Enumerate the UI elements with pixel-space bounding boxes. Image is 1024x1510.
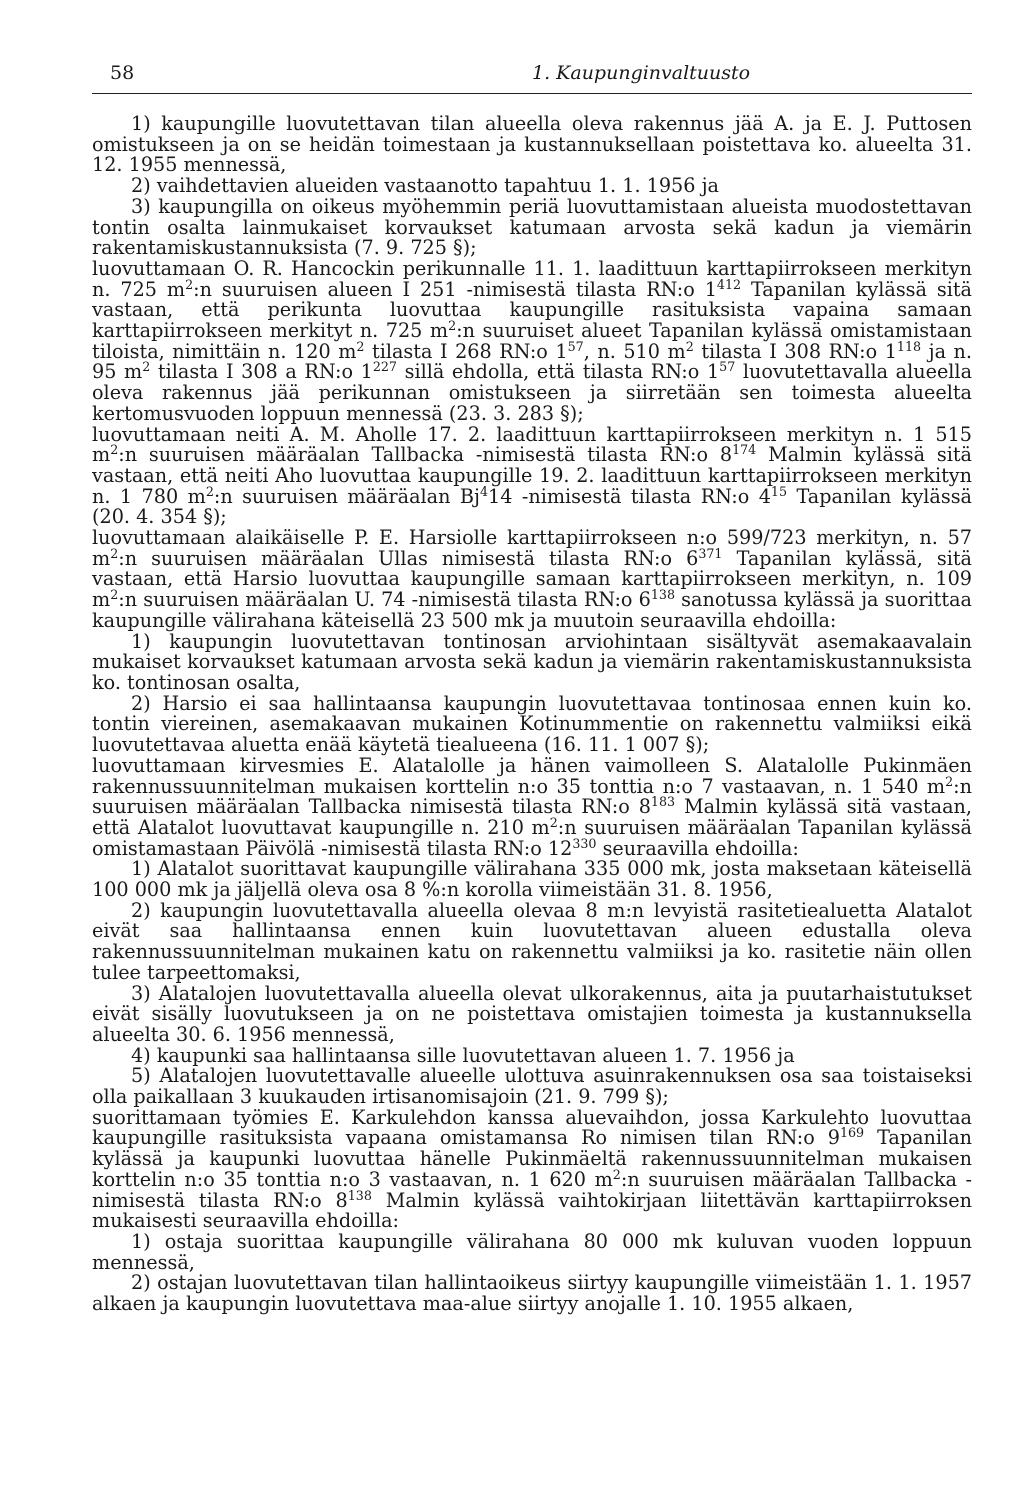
paragraph: 1) ostaja suorittaa kaupungille välirahana 80 000 mk kuluvan vuoden loppuun mennessä, xyxy=(92,1229,972,1274)
paragraph: luovuttamaan O. R. Hancockin perikunnalle 11. 1. laadittuun karttapiirrokseen merkityn n. 725 $m^2:n$ suuruisen alueen I 251 -nimisestä tilasta RN:o $1^{412}$ Tapanilan kylässä sitä vastaan, että perikunta luovuttaa kaupungille rasituksista vapaina samaan karttapiirrokseen merkityt n. 725 $m^2:n$ suuruiset alueet Tapanilan kylässä omistamistaan tiloista, nimittäin n. 120 $m^2$ tilasta I 268 RN:o $1^{57}$, n. 510 $m^2$ tilasta I 308 RN:o $1^{118}$ ja n. 95 $m^2$ tilasta I 308 a RN:o $1^{227}$ sillä ehdolla, että tilasta RN:o $1^{57}$ luovutettavalla alueella oleva rakennus jää perikunnan omistukseen ja siirretään sen toimesta alueelta kertomusvuoden loppuun mennessä (23. 3. 283 §); xyxy=(92,256,973,425)
superscript: 2 xyxy=(549,814,558,830)
paragraph: 1) kaupungille luovutettavan tilan alueella oleva rakennus jää A. ja E. J. Puttosen omistukseen ja on se heidän toimestaan ja kustannuksellaan poistettava ko. alueelta 31. 12. 1955 mennessä, xyxy=(92,112,972,177)
paragraph: 2) ostajan luovutettavan tilan hallintaoikeus siirtyy kaupungille viimeistään 1. 1. 1957 alkaen ja kaupungin luovutettava maa-alue siirtyy anojalle 1. 10. 1955 alkaen, xyxy=(92,1271,972,1316)
superscript: 57 xyxy=(567,338,584,354)
superscript: 2 xyxy=(185,276,194,292)
superscript: 2 xyxy=(685,338,694,354)
superscript: 2 xyxy=(205,483,214,499)
paragraph: 5) Alatalojen luovutettavalle alueelle ulottuva asuinrakennuksen osa saa toistaiseksi olla paikallaan 3 kuukauden irtisanomisajoin (21. 9. 799 §); xyxy=(92,1064,972,1109)
paragraph: 1) kaupungin luovutettavan tontinosan arviohintaan sisältyvät asemakaavalain mukaiset korvaukset katumaan arvosta sekä kadun ja viemärin rakentamiskustannuksista ko. tontinosan osalta, xyxy=(92,629,972,694)
paragraph: 2) Harsio ei saa hallintaansa kaupungin luovutettavaa tontinosaa ennen kuin ko. tontin viereinen, asemakaavan mukainen Kotinummentie on rakennettu valmiiksi eikä luovutettavaa aluetta enää käytetä tiealueena (16. 11. 1 007 §); xyxy=(92,691,972,757)
paragraph: 3) kaupungilla on oikeus myöhemmin periä luovuttamistaan alueista muodostettavan tontin osalta lainmukaiset korvaukset katumaan arvosta sekä kadun ja viemärin rakentamiskustannuksista (7. 9. 725 §); xyxy=(92,194,972,260)
header-rule xyxy=(92,93,972,94)
superscript: 2 xyxy=(110,442,119,458)
superscript: 183 xyxy=(650,794,676,810)
superscript: 174 xyxy=(732,442,757,458)
paragraph: 4) kaupunki saa hallintaansa sille luovutettavan alueen 1. 7. 1956 ja xyxy=(131,1043,795,1067)
running-head: 1. Kaupunginvaltuusto xyxy=(532,62,751,84)
superscript: 412 xyxy=(716,276,742,292)
paragraph: luovuttamaan kirvesmies E. Alatalolle ja hänen vaimolleen S. Alatalolle Pukinmäen rakennussuunnitelman mukaisen korttelin n:o 35 tonttia n:o 7 vastaavan, n. 1 540 $m^2:n$ suuruisen määräalan Tallbacka nimisestä tilasta RN:o $8^{183}$ Malmin kylässä sitä vastaan, että Alatalot luovuttavat kaupungille n. 210 $m^2:n$ suuruisen määräalan Tapanilan kylässä omistamastaan Päivölä -nimisestä tilasta RN:o $12^{330}$ seuraavilla ehdoilla: xyxy=(92,753,972,860)
page-number: 58 xyxy=(110,62,135,84)
superscript: 2 xyxy=(612,1166,621,1182)
superscript: 138 xyxy=(347,1187,372,1203)
superscript: 227 xyxy=(372,359,397,375)
paragraph: luovuttamaan neiti A. M. Aholle 17. 2. laadittuun karttapiirrokseen merkityn n. 1 515 $m^2:n$ suuruisen määräalan Tallbacka -nimisestä tilasta RN:o $8^{174}$ Malmin kylässä sitä vastaan, että neiti Aho luovuttaa kaupungille 19. 2. laadittuun karttapiirrokseen merkityn n. 1 780 $m^2:n$ suuruisen määräalan Bj$^4$14 -nimisestä tilasta RN:o $4^{15}$ Tapanilan kylässä (20. 4. 354 §); xyxy=(92,422,972,529)
paragraph: 1) Alatalot suorittavat kaupungille välirahana 335 000 mk, josta maksetaan käteisellä 100 000 mk ja jäljellä oleva osa 8 %:n korolla viimeistään 31. 8. 1956, xyxy=(92,857,972,902)
paragraph: 3) Alatalojen luovutettavalla alueella olevat ulkorakennus, aita ja puutarhaistutukset eivät sisälly luovutukseen ja on ne poistettava omistajien toimesta ja kustannuksella alueelta 30. 6. 1956 mennessä, xyxy=(92,981,972,1046)
document-body xyxy=(92,114,972,1315)
paragraph: suorittamaan työmies E. Karkulehdon kanssa aluevaihdon, jossa Karkulehto luovuttaa kaupungille rasituksista vapaana omistamansa Ro nimisen tilan RN:o $9^{169}$ Tapanilan kylässä ja kaupunki luovuttaa hänelle Pukinmäeltä rakennussuunnitelman mukaisen korttelin n:o 35 tonttia n:o 3 vastaavan, n. 1 620 $m^2:n$ suuruisen määräalan Tallbacka -nimisestä tilasta RN:o $8^{138}$ Malmin kylässä vaihtokirjaan liitettävän karttapiirroksen mukaisesti seuraavilla ehdoilla: xyxy=(92,1105,973,1233)
superscript: 57 xyxy=(719,359,736,375)
superscript: 118 xyxy=(896,338,922,354)
superscript: 2 xyxy=(110,587,119,603)
superscript: 330 xyxy=(572,835,597,851)
superscript: 2 xyxy=(356,338,365,354)
paragraph: luovuttamaan alaikäiselle P. E. Harsiolle karttapiirrokseen n:o 599/723 merkityn, n. 57 $m^2:n$ suuruisen määräalan Ullas nimisestä tilasta RN:o $6^{371}$ Tapanilan kylässä, sitä vastaan, että Harsio luovuttaa kaupungille samaan karttapiirrokseen merkityn, n. 109 $m^2:n$ suuruisen määräalan U. 74 -nimisestä tilasta RN:o $6^{138}$ sanotussa kylässä ja suorittaa kaupungille välirahana käteisellä 23 500 mk ja muutoin seuraavilla ehdoilla: xyxy=(92,526,972,632)
page-header xyxy=(92,62,972,92)
superscript: 2 xyxy=(110,545,119,561)
superscript: 15 xyxy=(770,483,788,499)
paragraph: 2) kaupungin luovutettavalla alueella olevaa 8 m:n levyistä rasitetiealuetta Alatalot eivät saa hallintaansa ennen kuin luovutettavan alueen edustalla oleva rakennussuunnitelman mukainen katu on rakennettu valmiiksi ja ko. rasitetie näin ollen tulee tarpeettomaksi, xyxy=(92,898,972,984)
superscript: 2 xyxy=(142,359,151,375)
superscript: 371 xyxy=(698,545,723,561)
paragraph: 2) vaihdettavien alueiden vastaanotto tapahtuu 1. 1. 1956 ja xyxy=(131,174,719,198)
superscript: 4 xyxy=(479,483,489,499)
superscript: 2 xyxy=(945,773,954,789)
superscript: 169 xyxy=(839,1125,865,1141)
superscript: 138 xyxy=(650,587,676,603)
superscript: 2 xyxy=(448,318,457,334)
